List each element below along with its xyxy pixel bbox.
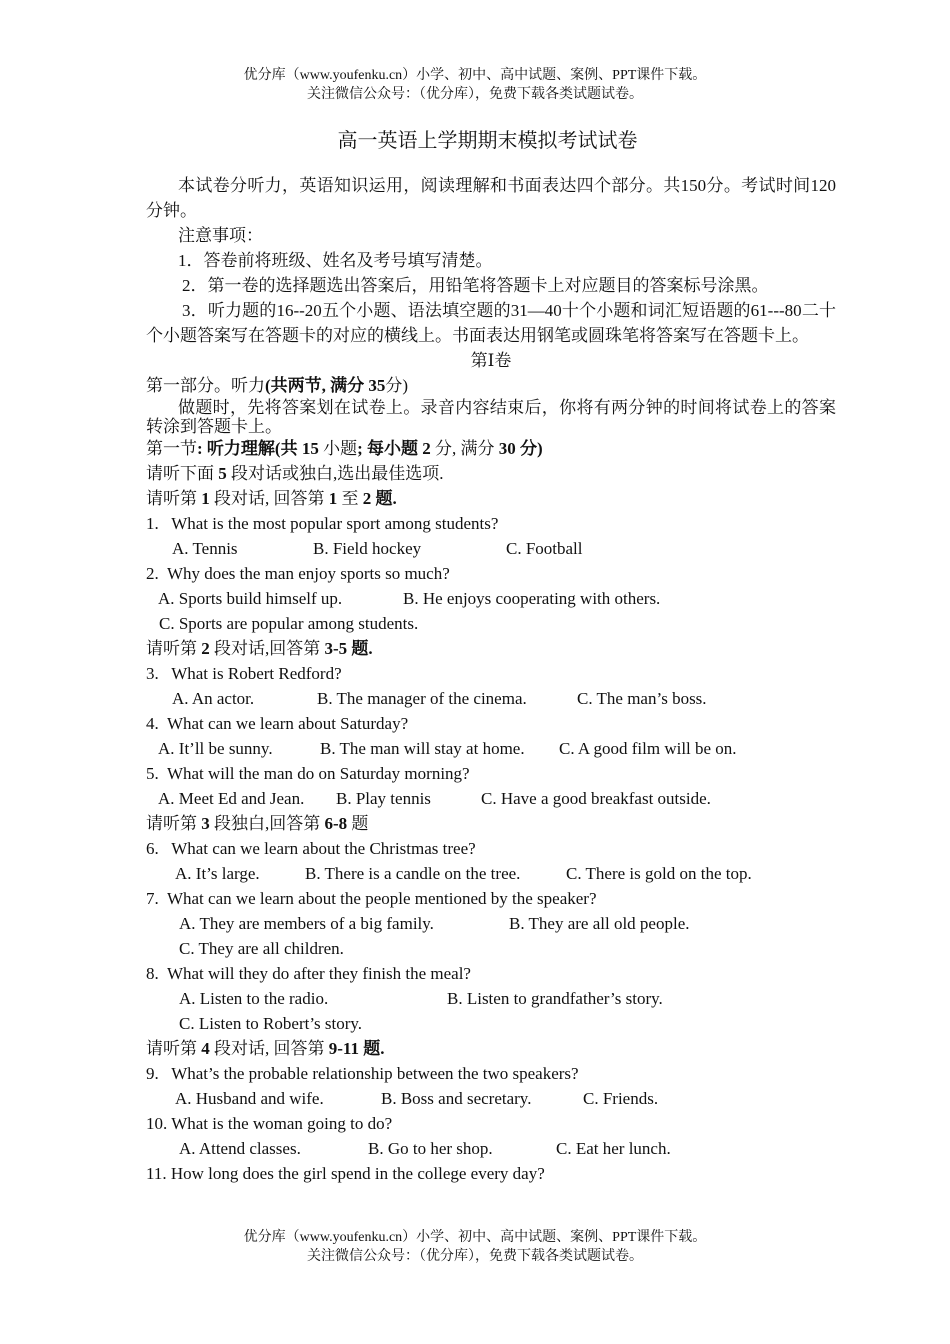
question-1: 1. What is the most popular sport among students? (146, 514, 499, 533)
option-a: A. They are members of a big family. (179, 914, 434, 933)
question-4: 4. What can we learn about Saturday? (146, 714, 409, 733)
header-line-1: 优分库（www.youfenku.cn）小学、初中、高中试题、案例、PPT课件下载。 (243, 68, 707, 83)
question-8-options (146, 986, 836, 1011)
question-3-options (146, 686, 836, 711)
notes-label: 注意事项： (178, 226, 263, 245)
question-2-option-c: C. Sports are popular among students. (159, 614, 419, 633)
question-10-options (146, 1136, 836, 1161)
option-b: B. The man will stay at home. (320, 739, 525, 758)
option-b: B. They are all old people. (509, 914, 690, 933)
option-a: A. Husband and wife. (175, 1089, 324, 1108)
option-a: A. Listen to the radio. (179, 989, 329, 1008)
option-b: B. The manager of the cinema. (317, 689, 527, 708)
question-4-options (146, 736, 836, 761)
option-a: A. Meet Ed and Jean. (158, 789, 305, 808)
option-c: C. Football (506, 539, 583, 558)
header-line-2: 关注微信公众号：（优分库），免费下载各类试题试卷。 (307, 87, 643, 102)
option-c: C. There is gold on the top. (566, 864, 752, 883)
option-b: B. Go to her shop. (368, 1139, 493, 1158)
option-a: A. It’s large. (175, 864, 260, 883)
question-2-options (146, 586, 836, 611)
segment-3-heading: 请听第 3 段独白,回答第 6-8 题 (146, 814, 369, 833)
option-c: C. Friends. (583, 1089, 659, 1108)
option-c: C. Eat her lunch. (556, 1139, 671, 1158)
option-c: C. Have a good breakfast outside. (481, 789, 711, 808)
option-a: A. An actor. (172, 689, 255, 708)
question-9-options (146, 1086, 836, 1111)
part1-instruction: 做题时，先将答案划在试卷上。录音内容结束后，你将有两分钟的时间将试卷上的答案转涂到答题卡上。 (146, 398, 836, 436)
segment-4-heading: 请听第 4 段对话, 回答第 9-11 题. (146, 1039, 385, 1058)
question-7-option-c: C. They are all children. (179, 939, 344, 958)
segment-2-heading: 请听第 2 段对话,回答第 3-5 题. (146, 639, 373, 658)
note-3: 3．听力题的16--20五个小题、语法填空题的31—40十个小题和词汇短语题的61---80二十个小题答案写在答题卡的对应的横线上。书面表达用钢笔或圆珠笔将答案写在答题卡上。 (146, 301, 836, 345)
question-2: 2. Why does the man enjoy sports so much? (146, 564, 450, 583)
option-b: B. Field hockey (313, 539, 422, 558)
question-11: 11. How long does the girl spend in the college every day? (146, 1164, 545, 1183)
question-10: 10. What is the woman going to do? (146, 1114, 393, 1133)
page-title: 高一英语上学期期末模拟考试试卷 (337, 130, 638, 152)
option-a: A. Sports build himself up. (158, 589, 343, 608)
option-a: A. Tennis (172, 539, 238, 558)
option-c: C. A good film will be on. (559, 739, 737, 758)
volume-heading: 第Ⅰ卷 (470, 351, 512, 370)
exam-content (146, 173, 836, 1186)
footer-line-2: 关注微信公众号：（优分库），免费下载各类试题试卷。 (307, 1249, 643, 1264)
question-6-options (146, 861, 836, 886)
question-3: 3. What is Robert Redford? (146, 664, 342, 683)
footer-line-1: 优分库（www.youfenku.cn）小学、初中、高中试题、案例、PPT课件下载。 (243, 1230, 707, 1245)
option-a: A. Attend classes. (179, 1139, 301, 1158)
option-b: B. Play tennis (336, 789, 431, 808)
question-9: 9. What’s the probable relationship between the two speakers? (146, 1064, 579, 1083)
page-header (0, 66, 950, 104)
option-b: B. There is a candle on the tree. (305, 864, 521, 883)
part1-heading: 第一部分。听力(共两节, 满分 35分) (146, 376, 409, 395)
section1-heading: 第一节: 听力理解(共 15 小题; 每小题 2 分, 满分 30 分) (146, 439, 543, 458)
intro-paragraph: 本试卷分听力，英语知识运用，阅读理解和书面表达四个部分。共150分。考试时间120分钟。 (146, 176, 836, 220)
question-5: 5. What will the man do on Saturday morning? (146, 764, 470, 783)
option-b: B. He enjoys cooperating with others. (403, 589, 661, 608)
segment-1-heading: 请听第 1 段对话, 回答第 1 至 2 题. (146, 489, 397, 508)
option-b: B. Boss and secretary. (381, 1089, 532, 1108)
option-c: C. The man’s boss. (577, 689, 707, 708)
note-1: 1．答卷前将班级、姓名及考号填写清楚。 (178, 251, 493, 270)
listen-intro: 请听下面 5 段对话或独白,选出最佳选项. (146, 464, 444, 483)
question-1-options (146, 536, 836, 561)
question-8-option-c: C. Listen to Robert’s story. (179, 1014, 363, 1033)
question-7: 7. What can we learn about the people mentioned by the speaker? (146, 889, 597, 908)
question-6: 6. What can we learn about the Christmas tree? (146, 839, 476, 858)
question-8: 8. What will they do after they finish the meal? (146, 964, 471, 983)
question-7-options (146, 911, 836, 936)
option-a: A. It’ll be sunny. (158, 739, 273, 758)
page-footer (0, 1228, 950, 1266)
question-5-options (146, 786, 836, 811)
option-b: B. Listen to grandfather’s story. (447, 989, 663, 1008)
note-2: 2．第一卷的选择题选出答案后，用铅笔将答题卡上对应题目的答案标号涂黑。 (182, 276, 769, 295)
